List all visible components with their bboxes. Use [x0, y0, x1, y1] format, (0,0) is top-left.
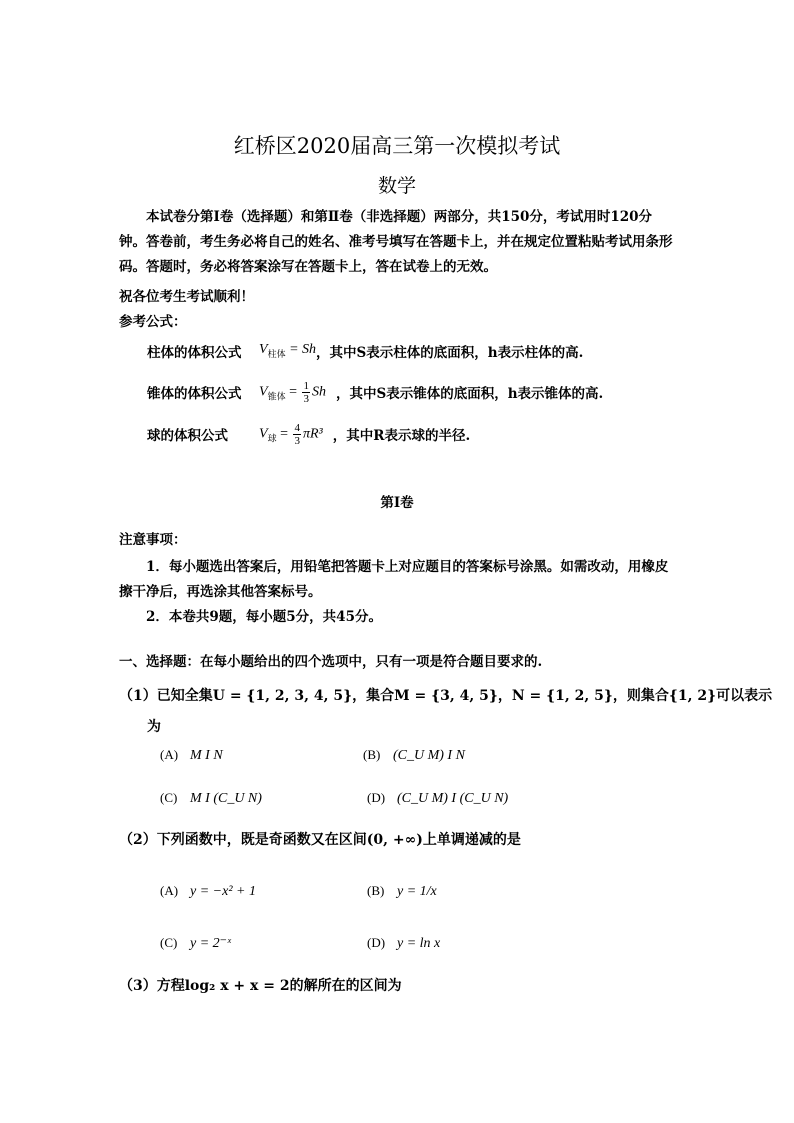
question-1-stem-cont: 为 [147, 719, 161, 735]
intro-paragraph: 本试卷分第Ⅰ卷（选择题）和第Ⅱ卷（非选择题）两部分，共150分，考试用时120分钟。答卷前，考生务必将自己的姓名、准考号填写在答题卡上，并在规定位置粘贴考试用条形码。答题时，务必将答案涂写在答题卡上，答在试卷上的无效。 [119, 209, 673, 275]
question-3-stem: （3）方程log₂ x + x = 2的解所在的区间为 [119, 978, 402, 994]
formula-name: 球的体积公式 [147, 428, 228, 444]
formula-description: ，其中S表示锥体的底面积，h表示锥体的高. [335, 386, 604, 402]
part-heading: 一、选择题：在每小题给出的四个选项中，只有一项是符合题目要求的. [119, 654, 543, 670]
fraction: $\frac{1}{3}$ [303, 379, 309, 405]
question-1-option-d: (D) (C_U M) I (C_U N) [367, 790, 509, 806]
notice-item-2: 2．本卷共9题，每小题5分，共45分。 [146, 609, 382, 625]
wish-line: 祝各位考生考试顺利！ [119, 289, 254, 305]
subject-title: 数学 [377, 175, 416, 197]
formula-expression: $V_{柱体} = Sh$ [259, 342, 317, 359]
question-2-option-a: (A) y = −x² + 1 [160, 883, 256, 899]
formula-expression: $V_球$ = $\frac{4}{3}$ πR³ [259, 421, 323, 447]
question-2-stem: （2）下列函数中，既是奇函数又在区间(0, +∞)上单调递减的是 [119, 832, 521, 848]
question-1-stem: （1）已知全集U = {1, 2, 3, 4, 5}，集合M = {3, 4, 5}，N = {1, 2, 5}，则集合{1, 2}可以表示 [119, 688, 773, 704]
formula-heading: 参考公式： [119, 314, 187, 330]
formula-description: ，其中S表示柱体的底面积，h表示柱体的高. [316, 345, 584, 361]
formula-name: 柱体的体积公式 [147, 345, 242, 361]
notice-item-1: 1．每小题选出答案后，用铅笔把答题卡上对应题目的答案标号涂黑。如需改动，用橡皮擦干净后，再选涂其他答案标号。 [119, 559, 669, 600]
formula-name: 锥体的体积公式 [147, 386, 242, 402]
intro-block [119, 205, 677, 280]
question-2-option-b: (B) y = 1/x [367, 883, 437, 899]
notice-block [119, 555, 677, 630]
fraction: $\frac{4}{3}$ [294, 421, 300, 447]
formula-cone [147, 375, 603, 409]
exam-title: 红桥区2020届高三第一次模拟考试 [233, 134, 561, 158]
formula-prism [147, 336, 583, 366]
question-2-option-c: (C) y = 2⁻ˣ [160, 935, 232, 951]
formula-description: ，其中R表示球的半径. [332, 428, 471, 444]
formula-expression: $V_{锥体}$ = $\frac{1}{3}$ Sh [259, 379, 326, 405]
question-1-option-a: (A) M I N [160, 747, 223, 763]
notice-heading: 注意事项： [119, 532, 187, 548]
formula-sphere [147, 417, 470, 451]
question-1-option-c: (C) M I (C_U N) [160, 790, 262, 806]
question-2-option-d: (D) y = ln x [367, 935, 441, 951]
section-title: 第Ⅰ卷 [380, 495, 414, 511]
question-1-option-b: (B) (C_U M) I N [363, 747, 465, 763]
